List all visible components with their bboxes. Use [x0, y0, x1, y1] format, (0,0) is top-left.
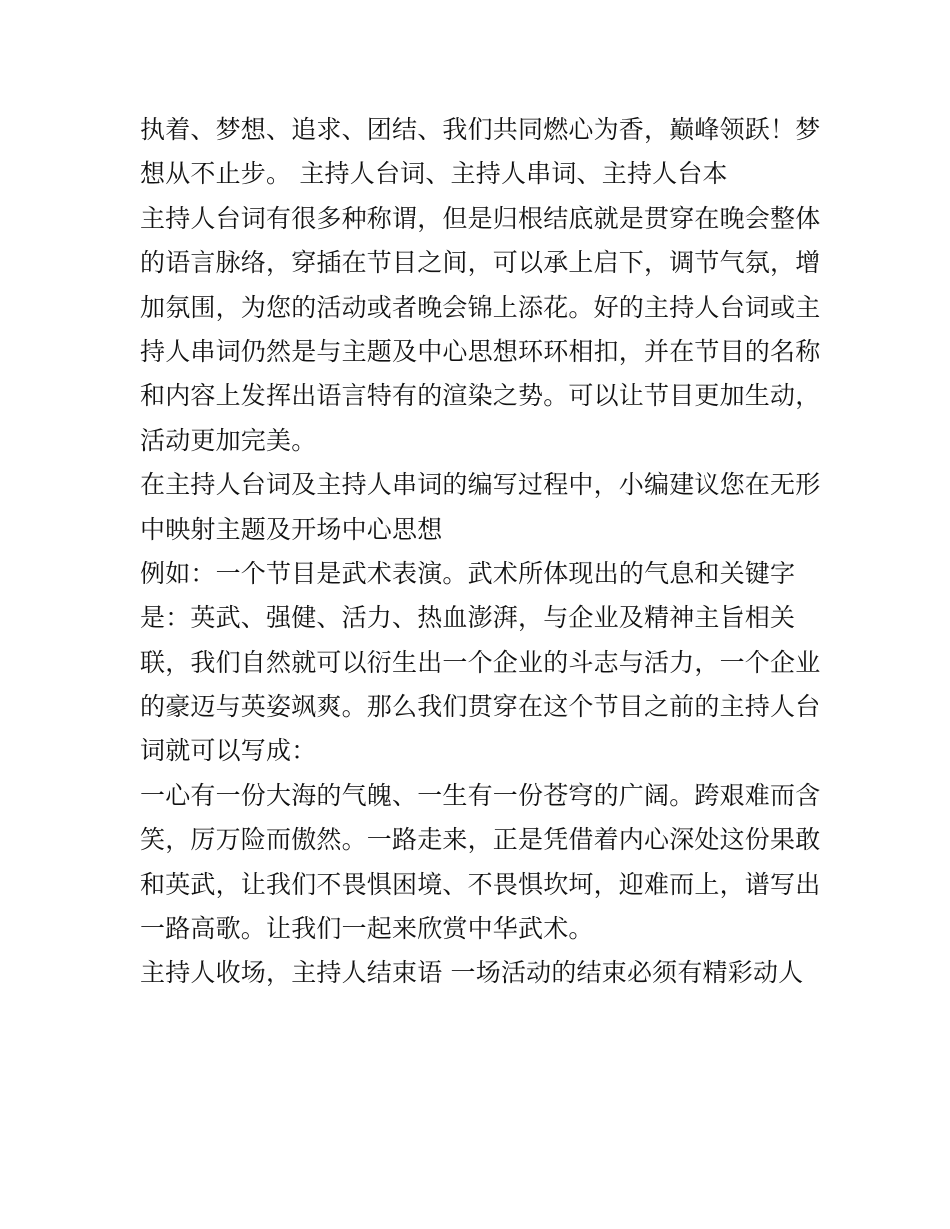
text-line: 主持人收场，主持人结束语 一场活动的结束必须有精彩动人 [140, 958, 804, 988]
text-line: 例如：一个节目是武术表演。武术所体现出的气息和关键字 [140, 558, 796, 588]
document-body [140, 108, 830, 996]
text-line: 一心有一份大海的气魄、一生有一份苍穹的广阔。跨艰难而含 [140, 780, 821, 810]
text-line: 持人串词仍然是与主题及中心思想环环相扣，并在节目的名称 [140, 336, 821, 366]
text-line: 活动更加完美。 [140, 425, 317, 455]
text-line: 和英武，让我们不畏惧困境、不畏惧坎坷，迎难而上，谱写出 [140, 869, 821, 899]
text-line: 中映射主题及开场中心思想 [140, 514, 443, 544]
text-line: 在主持人台词及主持人串词的编写过程中，小编建议您在无形 [140, 470, 821, 500]
text-line: 词就可以写成： [140, 736, 317, 766]
text-line: 和内容上发挥出语言特有的渲染之势。可以让节目更加生动， [140, 381, 821, 411]
text-line: 的豪迈与英姿飒爽。那么我们贯穿在这个节目之前的主持人台 [140, 692, 821, 722]
text-line: 执着、梦想、追求、团结、我们共同燃心为香，巅峰领跃！梦 [140, 115, 821, 144]
text-line: 笑，厉万险而傲然。一路走来，正是凭借着内心深处这份果敢 [140, 825, 821, 855]
text-line: 主持人台词有很多种称谓，但是归根结底就是贯穿在晚会整体 [140, 203, 821, 233]
text-line: 一路高歌。让我们一起来欣赏中华武术。 [140, 914, 594, 944]
text-line: 加氛围，为您的活动或者晚会锦上添花。好的主持人台词或主 [140, 292, 821, 322]
text-line: 的语言脉络，穿插在节目之间，可以承上启下，调节气氛，增 [140, 248, 821, 278]
text-line: 联，我们自然就可以衍生出一个企业的斗志与活力，一个企业 [140, 647, 821, 677]
text-line: 想从不止步。 主持人台词、主持人串词、主持人台本 [140, 159, 728, 189]
text-line: 是：英武、强健、活力、热血澎湃，与企业及精神主旨相关 [140, 603, 796, 633]
